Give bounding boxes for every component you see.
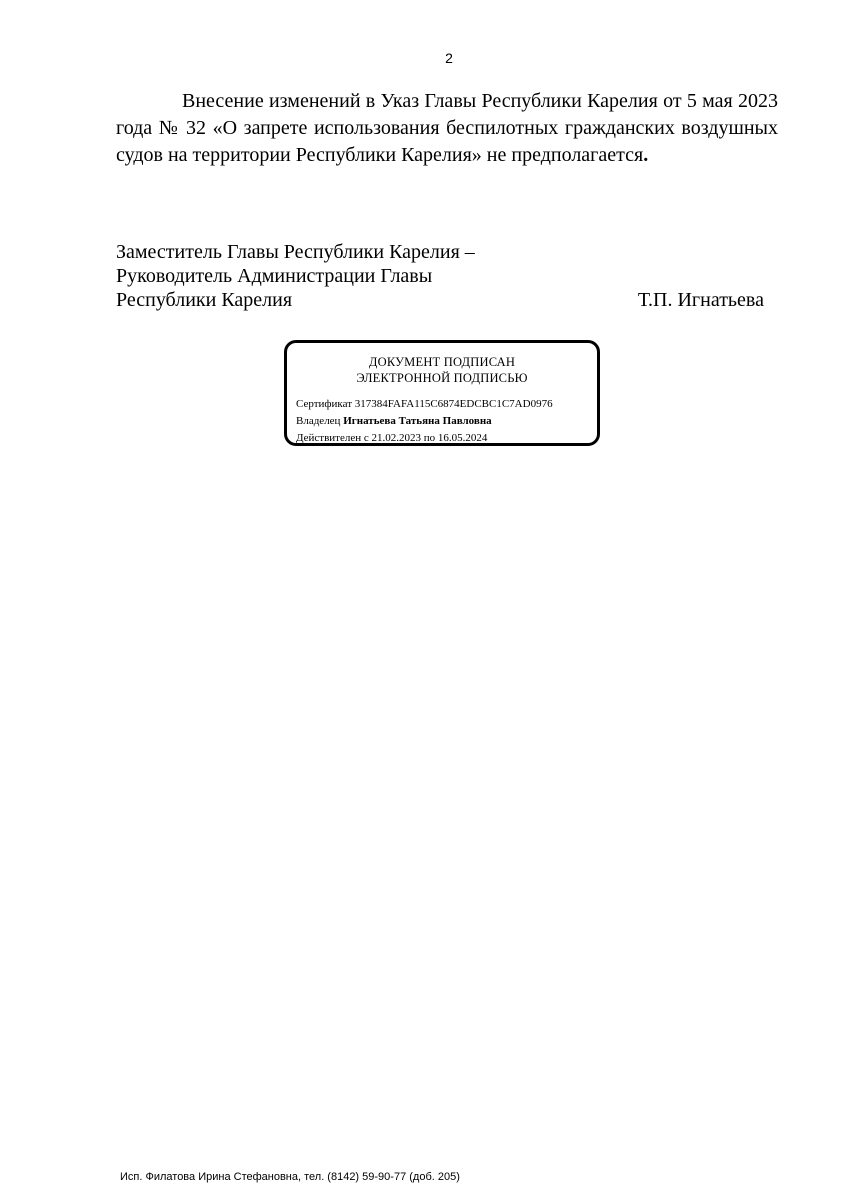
valid-to-label: по [423,432,436,444]
signature-block [116,240,764,312]
stamp-title [287,354,597,386]
signer-last-row [116,288,764,312]
validity-label: Действителен [296,432,362,444]
valid-from-label: с [363,432,369,444]
owner-label: Владелец [296,415,341,427]
electronic-signature-stamp [284,340,600,446]
signer-position-line-2: Руководитель Администрации Главы [116,265,433,287]
page-number: 2 [445,50,453,66]
valid-to-date: 16.05.2024 [437,432,488,444]
stamp-owner [296,414,492,428]
body-paragraph [116,88,778,169]
stamp-title-line-1: ДОКУМЕНТ ПОДПИСАН [368,355,516,369]
valid-from-date: 21.02.2023 [371,432,422,444]
stamp-validity [296,431,487,445]
signer-name: Т.П. Игнатьева [637,289,764,311]
stamp-title-line-2: ЭЛЕКТРОННОЙ ПОДПИСЬЮ [356,371,528,385]
certificate-label: Сертификат [296,398,352,410]
signer-position-line-1: Заместитель Главы Республики Карелия – [116,241,475,263]
certificate-value: 317384FAFA115C6874EDCBC1C7AD0976 [354,398,553,410]
owner-value: Игнатьева Татьяна Павловна [343,415,492,427]
stamp-certificate [296,397,553,411]
executor-footer: Исп. Филатова Ирина Стефановна, тел. (8142) 59-90-77 (доб. 205) [120,1171,460,1183]
signer-position-line-3: Республики Карелия [116,289,293,311]
paragraph-end: . [643,144,649,166]
paragraph-text: Внесение изменений в Указ Главы Республики Карелия от 5 мая 2023 года № 32 «О запрете использования беспилотных гражданских воздушных судов на территории Республики Карелия» не предполагается [116,90,778,166]
